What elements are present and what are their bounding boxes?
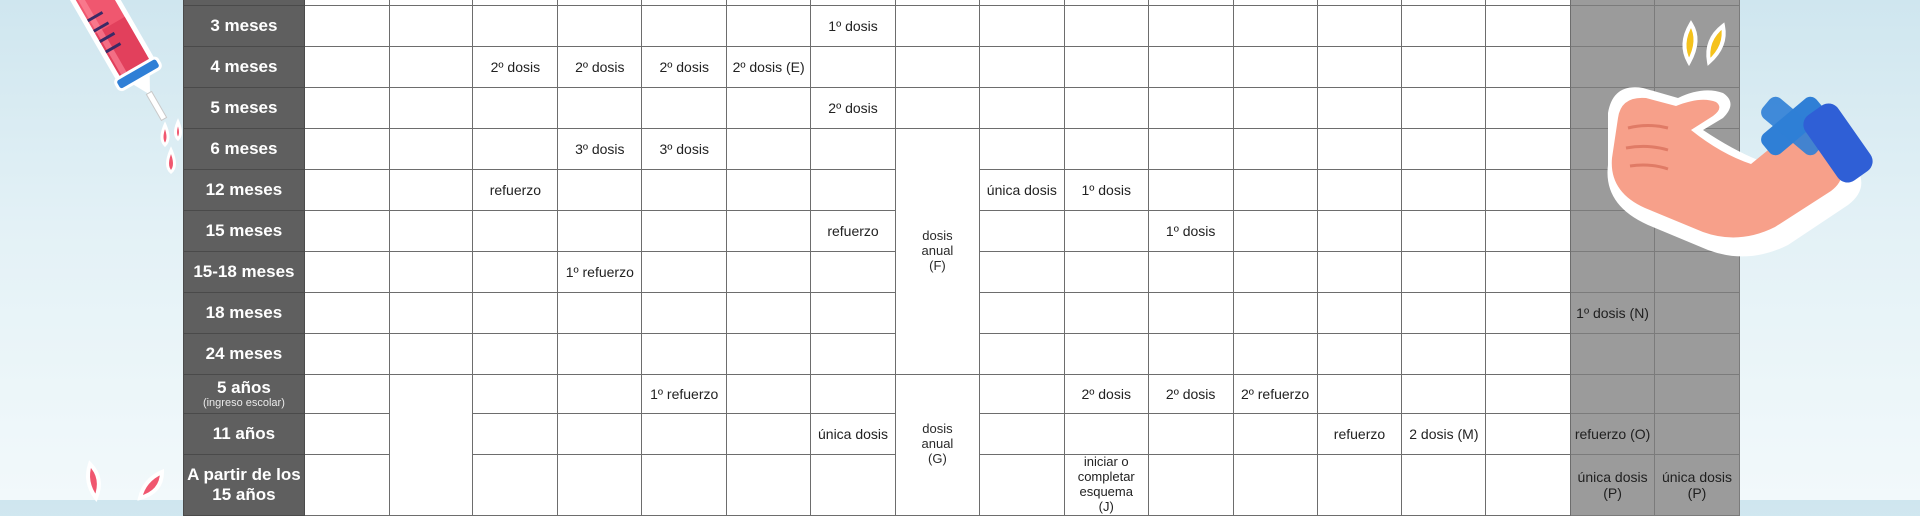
age-label-cell xyxy=(184,252,305,293)
dose-label: 1º dosis xyxy=(828,17,878,34)
age-label-cell xyxy=(184,88,305,129)
dose-cell xyxy=(1402,293,1486,334)
dose-cell xyxy=(1486,414,1571,455)
dose-cell xyxy=(1317,129,1402,170)
age-label: 24 meses xyxy=(205,344,283,364)
dose-cell xyxy=(642,293,727,334)
dose-cell xyxy=(558,252,642,293)
dose-cell xyxy=(1233,170,1317,211)
age-label: 3 meses xyxy=(210,16,278,36)
syringe-icon xyxy=(60,0,200,185)
dose-cell xyxy=(389,293,473,334)
dose-cell xyxy=(304,129,389,170)
dose-cell xyxy=(1233,375,1317,414)
dose-cell xyxy=(1064,88,1148,129)
dose-cell xyxy=(304,334,389,375)
dose-cell xyxy=(1148,88,1233,129)
dose-cell xyxy=(1148,293,1233,334)
dose-cell xyxy=(1317,455,1402,516)
dose-cell xyxy=(727,293,811,334)
dose-cell xyxy=(1486,6,1571,47)
dose-cell xyxy=(304,47,389,88)
age-label-cell xyxy=(184,375,305,414)
dose-cell xyxy=(979,170,1064,211)
dose-cell xyxy=(811,129,896,170)
dose-label: única dosis xyxy=(818,425,889,442)
dose-cell xyxy=(389,170,473,211)
dose-cell xyxy=(473,6,558,47)
dose-label: 2º dosis xyxy=(828,99,878,116)
age-label: 6 meses xyxy=(210,139,278,159)
table-row xyxy=(184,88,1740,129)
age-label: 12 meses xyxy=(205,180,283,200)
dose-cell xyxy=(1317,170,1402,211)
dose-label: 2º dosis xyxy=(1165,385,1216,402)
dose-cell xyxy=(1402,375,1486,414)
dose-cell xyxy=(727,6,811,47)
dose-cell xyxy=(895,88,979,129)
dose-cell xyxy=(642,375,727,414)
dose-cell xyxy=(1655,334,1740,375)
dose-cell xyxy=(473,129,558,170)
age-label: 15-18 meses xyxy=(193,262,295,282)
dose-cell xyxy=(979,129,1064,170)
dose-cell xyxy=(304,6,389,47)
age-label: 18 meses xyxy=(205,303,283,323)
dose-cell xyxy=(727,334,811,375)
dose-label: 2º dosis (E) xyxy=(732,58,805,75)
dose-label: única dosis xyxy=(986,181,1057,198)
dose-cell xyxy=(1486,211,1571,252)
dose-cell xyxy=(727,252,811,293)
dose-cell xyxy=(979,47,1064,88)
dose-cell xyxy=(473,88,558,129)
dose-cell xyxy=(473,414,558,455)
age-label-cell xyxy=(184,414,305,455)
dose-cell xyxy=(979,252,1064,293)
dose-cell xyxy=(642,170,727,211)
age-label: 11 años xyxy=(212,424,276,444)
table-cell xyxy=(389,375,473,516)
age-label-cell xyxy=(184,293,305,334)
dose-cell xyxy=(1317,375,1402,414)
dose-cell xyxy=(1486,375,1571,414)
dose-label: 2º refuerzo xyxy=(1240,385,1310,402)
dose-label: 1º refuerzo xyxy=(650,385,719,402)
dose-cell xyxy=(979,293,1064,334)
dose-label: refuerzo xyxy=(1333,425,1386,442)
annual-dose-g-cell xyxy=(895,375,979,516)
dose-cell xyxy=(811,47,896,88)
dose-label: 2º dosis xyxy=(490,58,541,75)
dose-cell xyxy=(811,88,896,129)
dose-cell xyxy=(1571,375,1655,414)
dose-cell xyxy=(473,47,558,88)
dose-cell xyxy=(558,88,642,129)
dose-cell xyxy=(473,455,558,516)
dose-cell xyxy=(1064,334,1148,375)
dose-cell xyxy=(1233,211,1317,252)
dose-cell xyxy=(642,129,727,170)
dose-label: 2º dosis xyxy=(1081,385,1131,402)
dose-cell xyxy=(558,455,642,516)
dose-cell xyxy=(1064,6,1148,47)
dose-cell xyxy=(727,455,811,516)
dose-cell xyxy=(895,6,979,47)
dose-label: 2º dosis xyxy=(659,58,709,75)
dose-cell xyxy=(1402,129,1486,170)
table-row xyxy=(184,375,1740,414)
dose-cell xyxy=(473,375,558,414)
dose-cell xyxy=(1064,414,1148,455)
dose-cell xyxy=(642,252,727,293)
dose-cell xyxy=(1148,252,1233,293)
dose-cell xyxy=(304,375,389,414)
dose-cell xyxy=(811,455,896,516)
dose-cell xyxy=(1148,334,1233,375)
dose-cell xyxy=(389,252,473,293)
dose-cell xyxy=(811,6,896,47)
dose-cell xyxy=(473,170,558,211)
dose-cell xyxy=(642,414,727,455)
dose-cell xyxy=(1148,414,1233,455)
dose-cell xyxy=(642,6,727,47)
age-label: A partir de los 15 años xyxy=(187,465,301,504)
dose-cell xyxy=(1148,211,1233,252)
dose-cell xyxy=(1486,88,1571,129)
dose-cell xyxy=(1486,252,1571,293)
dose-cell xyxy=(558,334,642,375)
dose-cell xyxy=(304,252,389,293)
dose-cell xyxy=(1233,455,1317,516)
dose-cell xyxy=(1064,47,1148,88)
dose-cell xyxy=(1317,414,1402,455)
age-label-cell xyxy=(184,6,305,47)
dose-cell xyxy=(304,455,389,516)
dose-cell xyxy=(1064,211,1148,252)
dose-cell xyxy=(473,334,558,375)
age-label-cell xyxy=(184,129,305,170)
dose-cell xyxy=(979,375,1064,414)
dose-label: 1º dosis xyxy=(1081,181,1131,198)
dose-cell xyxy=(979,88,1064,129)
age-label: 4 meses xyxy=(210,57,278,77)
annual-dose-label: dosis anual (F) xyxy=(921,228,954,273)
dose-cell xyxy=(1655,293,1740,334)
age-label: 15 meses xyxy=(205,221,283,241)
dose-cell xyxy=(811,252,896,293)
dose-cell xyxy=(1148,170,1233,211)
dose-cell xyxy=(304,211,389,252)
dose-cell xyxy=(1233,293,1317,334)
table-row xyxy=(184,6,1740,47)
dose-cell xyxy=(389,211,473,252)
age-label-cell xyxy=(184,170,305,211)
dose-cell xyxy=(1233,88,1317,129)
dose-cell xyxy=(642,88,727,129)
pink-sparkle-icon xyxy=(78,458,173,500)
dose-cell xyxy=(1655,455,1740,516)
dose-cell xyxy=(979,6,1064,47)
dose-cell xyxy=(558,293,642,334)
dose-cell xyxy=(1317,334,1402,375)
dose-cell xyxy=(1486,129,1571,170)
dose-cell xyxy=(304,414,389,455)
dose-cell xyxy=(811,170,896,211)
dose-cell xyxy=(1402,414,1486,455)
dose-cell xyxy=(1064,455,1148,516)
dose-label: 1º dosis xyxy=(1165,222,1216,239)
dose-cell xyxy=(979,455,1064,516)
dose-cell xyxy=(558,129,642,170)
dose-cell xyxy=(1655,414,1740,455)
dose-cell xyxy=(304,293,389,334)
dose-cell xyxy=(558,170,642,211)
dose-label: única dosis (P) xyxy=(1577,468,1648,501)
dose-cell xyxy=(979,211,1064,252)
dose-cell xyxy=(1233,252,1317,293)
dose-cell xyxy=(727,170,811,211)
dose-cell xyxy=(642,47,727,88)
dose-cell xyxy=(1402,88,1486,129)
dose-cell xyxy=(473,252,558,293)
dose-cell xyxy=(811,334,896,375)
dose-label: refuerzo xyxy=(827,222,879,239)
dose-cell xyxy=(1148,129,1233,170)
dose-cell xyxy=(642,211,727,252)
dose-cell xyxy=(1402,170,1486,211)
dose-cell xyxy=(1402,47,1486,88)
dose-cell xyxy=(1571,334,1655,375)
dose-cell xyxy=(1148,6,1233,47)
vaccination-schedule-table xyxy=(183,0,1740,516)
dose-cell xyxy=(1148,375,1233,414)
dose-cell xyxy=(1486,47,1571,88)
dose-cell xyxy=(1064,252,1148,293)
age-label: 5 años xyxy=(216,377,271,397)
age-label: 5 meses xyxy=(210,98,278,118)
dose-cell xyxy=(1064,293,1148,334)
dose-cell xyxy=(473,293,558,334)
dose-cell xyxy=(1655,375,1740,414)
dose-cell xyxy=(1402,334,1486,375)
dose-cell xyxy=(1486,170,1571,211)
dose-cell xyxy=(1402,6,1486,47)
thumbs-up-arm-icon xyxy=(1578,58,1888,258)
dose-cell xyxy=(1148,455,1233,516)
dose-cell xyxy=(1233,6,1317,47)
dose-cell xyxy=(1148,47,1233,88)
dose-cell xyxy=(1571,455,1655,516)
dose-cell xyxy=(979,334,1064,375)
dose-cell xyxy=(727,88,811,129)
dose-cell xyxy=(1317,88,1402,129)
dose-cell xyxy=(1233,414,1317,455)
dose-cell xyxy=(727,211,811,252)
table-row xyxy=(184,129,1740,170)
dose-cell xyxy=(1486,293,1571,334)
dose-cell xyxy=(558,47,642,88)
dose-label: refuerzo xyxy=(489,181,542,198)
dose-cell xyxy=(1402,211,1486,252)
dose-cell xyxy=(895,47,979,88)
dose-cell xyxy=(389,129,473,170)
dose-cell xyxy=(1402,252,1486,293)
dose-cell xyxy=(642,455,727,516)
dose-cell xyxy=(558,375,642,414)
schedule-table-wrapper xyxy=(183,0,1740,514)
annual-dose-label: dosis anual (G) xyxy=(921,421,954,467)
dose-cell xyxy=(1317,252,1402,293)
dose-cell xyxy=(979,414,1064,455)
dose-cell xyxy=(727,129,811,170)
dose-cell xyxy=(811,375,896,414)
dose-label: 3º dosis xyxy=(659,140,709,157)
dose-label: 2º dosis xyxy=(575,58,625,75)
dose-cell xyxy=(727,47,811,88)
dose-label: 1º dosis (N) xyxy=(1576,304,1649,321)
dose-cell xyxy=(811,293,896,334)
dose-label: 2 dosis (M) xyxy=(1409,425,1479,442)
dose-cell xyxy=(1402,455,1486,516)
dose-cell xyxy=(1317,293,1402,334)
table-row xyxy=(184,47,1740,88)
age-label-cell xyxy=(184,455,305,516)
annual-dose-f-cell xyxy=(895,129,979,375)
dose-cell xyxy=(1317,211,1402,252)
dose-cell xyxy=(1064,170,1148,211)
dose-cell xyxy=(1233,47,1317,88)
dose-cell xyxy=(1064,129,1148,170)
dose-cell xyxy=(727,414,811,455)
dose-cell xyxy=(473,211,558,252)
age-label-cell xyxy=(184,334,305,375)
dose-cell xyxy=(1317,6,1402,47)
dose-cell xyxy=(727,375,811,414)
dose-cell xyxy=(304,170,389,211)
dose-cell xyxy=(1233,334,1317,375)
dose-cell xyxy=(1317,47,1402,88)
dose-cell xyxy=(811,211,896,252)
dose-cell xyxy=(558,6,642,47)
age-label-cell xyxy=(184,211,305,252)
dose-cell xyxy=(1486,455,1571,516)
dose-cell xyxy=(1571,414,1655,455)
dose-cell xyxy=(558,211,642,252)
dose-cell xyxy=(1233,129,1317,170)
dose-cell xyxy=(389,6,473,47)
dose-cell xyxy=(1064,375,1148,414)
dose-label: 3º dosis xyxy=(575,140,625,157)
dose-cell xyxy=(1571,293,1655,334)
dose-cell xyxy=(642,334,727,375)
dose-label: 1º refuerzo xyxy=(565,263,634,280)
dose-cell xyxy=(558,414,642,455)
dose-label: única dosis (P) xyxy=(1661,468,1733,501)
dose-cell xyxy=(1571,6,1655,47)
dose-cell xyxy=(389,334,473,375)
age-label-cell xyxy=(184,47,305,88)
dose-label: refuerzo (O) xyxy=(1574,425,1651,442)
dose-cell xyxy=(811,414,896,455)
dose-label: iniciar o completar esquema (J) xyxy=(1077,454,1135,514)
dose-cell xyxy=(1486,334,1571,375)
dose-cell xyxy=(389,88,473,129)
age-sublabel: (ingreso escolar) xyxy=(202,397,285,410)
dose-cell xyxy=(389,47,473,88)
dose-cell xyxy=(304,88,389,129)
